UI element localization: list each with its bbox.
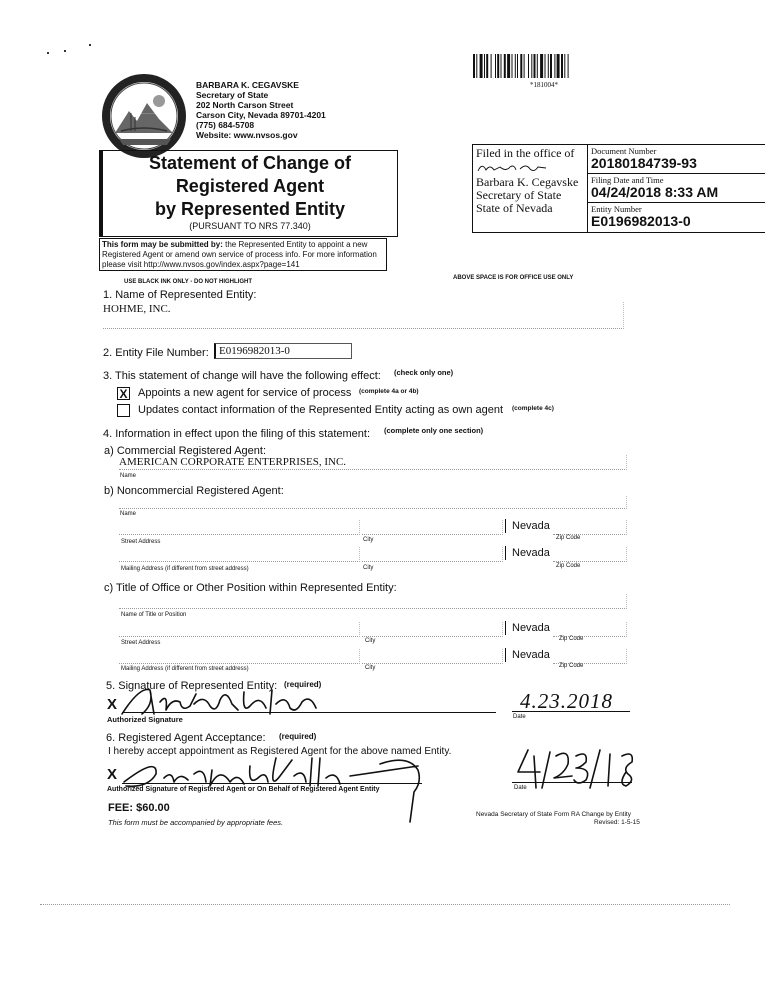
phone: (775) 684-5708 (196, 120, 255, 130)
city-caption-b1: City (363, 537, 374, 543)
street-address-field-b[interactable] (119, 520, 360, 535)
date-line-6 (512, 782, 632, 783)
state-seal-logo (101, 73, 187, 159)
accept-text: I hereby accept appointment as Registered Agent for the above named Entity. (108, 746, 452, 757)
zip-field-c2[interactable] (553, 649, 627, 664)
barcode-bar (484, 54, 485, 78)
scan-speck (47, 52, 49, 54)
barcode-bar (520, 54, 522, 78)
option1-note: (complete 4a or 4b) (359, 388, 419, 395)
entity-number: E0196982013-0 (591, 213, 691, 229)
section6-label: 6. Registered Agent Acceptance: (106, 732, 266, 744)
barcode-bar (528, 54, 529, 78)
zip-caption-b2: Zip Code (556, 563, 581, 569)
address-line1: 202 North Carson Street (196, 100, 294, 110)
filed-official-line3: State of Nevada (476, 201, 553, 215)
pursuant-text: (PURSUANT TO NRS 77.340) (189, 221, 311, 231)
checkbox-check-mark: X (119, 387, 128, 401)
title-position-caption: Name of Title or Position (121, 612, 187, 618)
official-title: Secretary of State (196, 90, 269, 100)
state-nevada-b1: Nevada (512, 520, 550, 532)
section4b-label: b) Noncommercial Registered Agent: (104, 485, 284, 497)
mailing-address-field-c[interactable] (119, 649, 360, 664)
option2-label: Updates contact information of the Represented Entity acting as own agent (138, 404, 504, 416)
state-divider (505, 546, 506, 560)
barcode-bar (501, 54, 502, 78)
commercial-agent-value: AMERICAN CORPORATE ENTERPRISES, INC. (119, 456, 347, 468)
mailing-caption-b: Mailing Address (if different from street address) (121, 566, 249, 572)
scan-speck (89, 44, 91, 46)
filed-official-line1: Barbara K. Cegavske (476, 175, 579, 189)
barcode-bar (507, 54, 510, 78)
street-caption-c: Street Address (121, 640, 161, 646)
barcode-bar (515, 54, 516, 78)
footer-form-name: Nevada Secretary of State Form RA Change by Entity (476, 811, 631, 818)
fee-note: This form must be accompanied by appropriate fees. (108, 818, 284, 827)
barcode-bar (495, 54, 496, 78)
barcode-bar (480, 54, 483, 78)
barcode-bar (557, 54, 560, 78)
entity-file-number-value: E0196982013-0 (219, 345, 290, 357)
entity-name-value: HOHME, INC. (103, 303, 171, 315)
section4-note: (complete only one section) (384, 426, 484, 435)
city-field-c[interactable] (362, 622, 503, 637)
state-nevada-c1: Nevada (512, 622, 550, 634)
document-number-label: Document Number (591, 146, 657, 156)
state-nevada-c2: Nevada (512, 649, 550, 661)
sig-caption-6: Authorized Signature of Registered Agent or On Behalf of Registered Agent Entity (107, 786, 380, 793)
barcode-bar (473, 54, 475, 78)
address-line2: Carson City, Nevada 89701-4201 (196, 110, 326, 120)
date-value-5: 4.23.2018 (520, 689, 613, 713)
city-caption-c1: City (365, 638, 376, 644)
title-line1: Statement of Change of (148, 153, 351, 173)
mailing-caption-c: Mailing Address (if different from street address) (121, 666, 249, 672)
notice-text: the Represented Entity to appoint a new Registered Agent or amend own service of process info. For more information please visit http://www.nvsos.gov/index.aspx?page=141 (102, 240, 377, 269)
entity-name-field[interactable] (103, 302, 624, 329)
section3-note: (check only one) (394, 368, 454, 377)
scan-speck (64, 50, 66, 52)
stamp-signature (476, 161, 556, 175)
office-use-notice: ABOVE SPACE IS FOR OFFICE USE ONLY (453, 275, 574, 281)
barcode-bar (561, 54, 563, 78)
filing-datetime: 04/24/2018 8:33 AM (591, 184, 719, 200)
zip-caption-b1: Zip Code (556, 535, 581, 541)
city-caption-b2: City (363, 565, 374, 571)
barcode-bar (568, 54, 569, 78)
state-divider (505, 621, 506, 635)
zip-field-c1[interactable] (553, 622, 627, 637)
barcode-bar (534, 54, 536, 78)
name-caption-a: Name (120, 473, 137, 479)
date-caption-5: Date (513, 714, 526, 720)
barcode-bar (531, 54, 532, 78)
notice-prefix: This form may be submitted by: (102, 240, 223, 249)
barcode-bar (564, 54, 565, 78)
filed-stamp-box (472, 144, 765, 233)
title-position-field[interactable] (119, 594, 627, 609)
barcode-bar (550, 54, 552, 78)
state-divider (505, 519, 506, 533)
section2-label: 2. Entity File Number: (103, 347, 209, 359)
barcode-bar (548, 54, 549, 78)
filed-official-line2: Secretary of State (476, 188, 562, 202)
sig-caption-5: Authorized Signature (107, 715, 183, 724)
barcode-bar (524, 54, 525, 78)
zip-field-b1[interactable] (553, 520, 627, 535)
x-mark-6: X (107, 766, 118, 783)
section4c-label: c) Title of Office or Other Position within Represented Entity: (104, 582, 397, 594)
section5-label: 5. Signature of Represented Entity: (106, 680, 278, 692)
date-caption-6: Date (514, 785, 527, 791)
black-ink-notice: USE BLACK INK ONLY - DO NOT HIGHLIGHT (124, 279, 253, 285)
barcode-bar (512, 54, 513, 78)
city-caption-c2: City (365, 665, 376, 671)
option2-checkbox[interactable] (117, 404, 130, 417)
barcode-number: *181004* (530, 81, 558, 89)
footer-revised: Revised: 1-5-15 (594, 819, 640, 826)
option1-checkbox[interactable] (117, 387, 130, 400)
section6-required: (required) (279, 732, 317, 741)
mailing-address-field-b[interactable] (119, 547, 360, 562)
official-name: BARBARA K. CEGAVSKE (196, 80, 299, 90)
barcode-bar (491, 54, 492, 78)
barcode-bar (476, 54, 477, 78)
barcode-bar (517, 54, 518, 78)
barcode-bar (486, 54, 488, 78)
barcode-bar (537, 54, 538, 78)
seal-text: THE GREAT SEAL OF THE STATE OF NEVADA (140, 114, 162, 115)
zip-caption-c2: Zip Code (559, 663, 584, 669)
title-line2: Registered Agent (175, 176, 325, 196)
barcode-bar (545, 54, 546, 78)
zip-caption-c1: Zip Code (559, 636, 584, 642)
barcode-bar (497, 54, 499, 78)
website: Website: www.nvsos.gov (196, 130, 298, 140)
state-divider (505, 648, 506, 662)
street-address-field-c[interactable] (119, 622, 360, 637)
x-mark-5: X (107, 696, 118, 713)
section4-label: 4. Information in effect upon the filing of this statement: (103, 428, 371, 440)
city-field-b[interactable] (362, 520, 503, 535)
entity-number-label: Entity Number (591, 204, 642, 214)
section4a-label: a) Commercial Registered Agent: (104, 445, 267, 457)
noncommercial-agent-name-field[interactable] (119, 496, 627, 509)
section3-label: 3. This statement of change will have the following effect: (103, 370, 381, 382)
state-nevada-b2: Nevada (512, 547, 550, 559)
date-line-5 (512, 711, 630, 712)
zip-field-b2[interactable] (553, 547, 627, 562)
submission-notice (99, 238, 387, 271)
barcode-bar (540, 54, 543, 78)
section1-label: 1. Name of Represented Entity: (103, 289, 257, 301)
title-line3: by Represented Entity (154, 199, 346, 219)
barcode (473, 54, 623, 78)
section5-required: (required) (284, 680, 322, 689)
barcode-bar (504, 54, 506, 78)
option1-label: Appoints a new agent for service of process (138, 387, 352, 399)
street-caption-b: Street Address (121, 539, 161, 545)
filing-date-label: Filing Date and Time (591, 175, 664, 185)
filed-in-label: Filed in the office of (476, 146, 575, 160)
barcode-bar (554, 54, 555, 78)
agent-date-handwriting (514, 746, 644, 792)
bottom-scan-line (40, 904, 730, 905)
option2-note: (complete 4c) (512, 405, 554, 412)
title-box (99, 150, 398, 237)
fee-amount: FEE: $60.00 (108, 802, 170, 814)
name-caption-b: Name (120, 511, 137, 517)
mailing-city-field-b[interactable] (362, 547, 503, 562)
mailing-city-field-c[interactable] (362, 649, 503, 664)
document-number: 20180184739-93 (591, 155, 697, 171)
